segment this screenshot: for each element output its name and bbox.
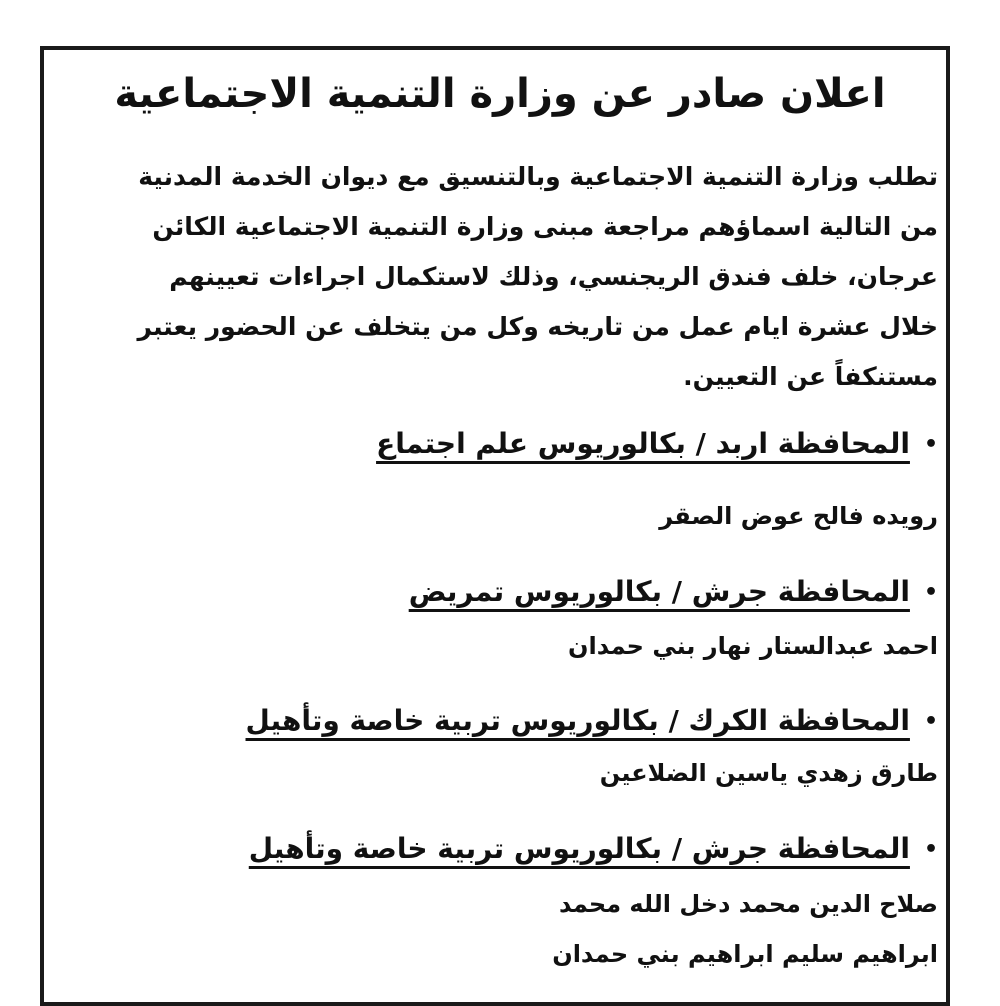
bullet-icon: • xyxy=(923,432,938,457)
section-heading-text: المحافظة الكرك / بكالوريوس تربية خاصة وتأهيل xyxy=(245,704,910,737)
intro-line: تطلب وزارة التنمية الاجتماعية وبالتنسيق مع ديوان الخدمة المدنية xyxy=(138,162,938,191)
bullet-icon: • xyxy=(923,837,938,862)
candidate-name: رويده فالح عوض الصقر xyxy=(659,502,938,530)
announcement-title: اعلان صادر عن وزارة التنمية الاجتماعية xyxy=(114,71,886,117)
section-heading-text: المحافظة جرش / بكالوريوس تربية خاصة وتأهيل xyxy=(248,832,910,865)
bullet-icon: • xyxy=(923,580,938,605)
intro-line: خلال عشرة ايام عمل من تاريخه وكل من يتخلف عن الحضور يعتبر xyxy=(137,312,938,341)
intro-line: من التالية اسماؤهم مراجعة مبنى وزارة التنمية الاجتماعية الكائن xyxy=(152,212,938,241)
intro-paragraph xyxy=(62,152,938,402)
section-heading-jerash-special-ed xyxy=(249,829,938,870)
bullet-icon: • xyxy=(923,709,938,734)
section-heading-text: المحافظة اربد / بكالوريوس علم اجتماع xyxy=(376,427,910,460)
intro-line: مستنكفاً عن التعيين. xyxy=(683,362,938,391)
intro-line: عرجان، خلف فندق الريجنسي، وذلك لاستكمال اجراءات تعيينهم xyxy=(169,262,938,291)
candidate-name: طارق زهدي ياسين الضلاعين xyxy=(599,759,938,787)
candidate-name: صلاح الدين محمد دخل الله محمد xyxy=(558,890,938,918)
candidate-name: احمد عبدالستار نهار بني حمدان xyxy=(568,632,938,660)
section-heading-jerash-nursing xyxy=(409,572,938,613)
candidate-name: ابراهيم سليم ابراهيم بني حمدان xyxy=(552,940,938,968)
section-heading-text: المحافظة جرش / بكالوريوس تمريض xyxy=(408,575,910,608)
section-heading-karak xyxy=(246,701,938,742)
section-heading-irbid xyxy=(376,424,938,465)
